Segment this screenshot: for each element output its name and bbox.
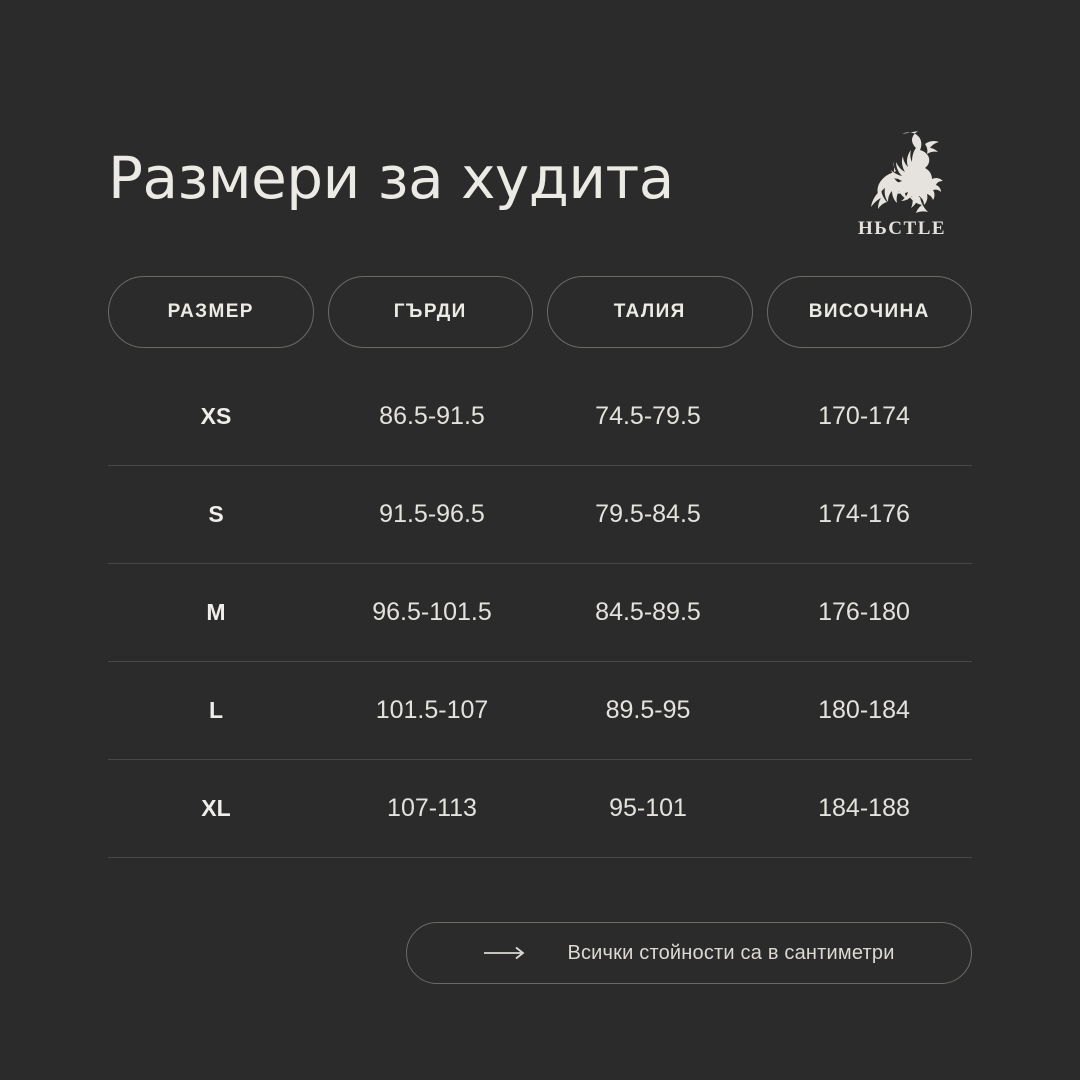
table-row [108,662,972,760]
table-header-row [108,276,972,348]
size-table [108,276,972,858]
column-header-waist: ТАЛИЯ [547,276,753,348]
cell-height: 176-180 [818,598,910,626]
table-row [108,368,972,466]
cell-size: XS [200,403,232,429]
cell-waist: 95-101 [609,794,687,822]
table-row [108,760,972,858]
column-header-height: ВИСОЧИНА [767,276,973,348]
table-row [108,564,972,662]
cell-size: XL [201,795,231,821]
column-header-chest: ГЪРДИ [328,276,534,348]
header [108,128,972,248]
units-note [406,922,972,984]
cell-size: M [206,599,226,625]
cell-height: 170-174 [818,402,910,430]
lion-logo-icon [847,128,957,216]
units-note-label: Всички стойности са в сантиметри [567,941,895,964]
brand-name: HЬCTLE [857,218,947,239]
cell-waist: 74.5-79.5 [595,402,701,430]
cell-waist: 89.5-95 [605,696,691,724]
cell-height: 174-176 [818,500,910,528]
cell-waist: 84.5-89.5 [595,598,701,626]
page-title: Размери за худита [108,144,674,212]
cell-size: L [208,697,224,723]
cell-chest: 101.5-107 [375,696,489,724]
cell-chest: 91.5-96.5 [379,500,485,528]
table-row [108,466,972,564]
cell-height: 180-184 [818,696,910,724]
cell-size: S [208,501,224,527]
cell-chest: 107-113 [387,794,477,822]
brand-logo [832,128,972,240]
column-header-size: РАЗМЕР [108,276,314,348]
cell-chest: 96.5-101.5 [372,598,492,626]
cell-height: 184-188 [818,794,910,822]
arrow-right-icon [483,946,527,960]
cell-chest: 86.5-91.5 [379,402,485,430]
cell-waist: 79.5-84.5 [595,500,701,528]
